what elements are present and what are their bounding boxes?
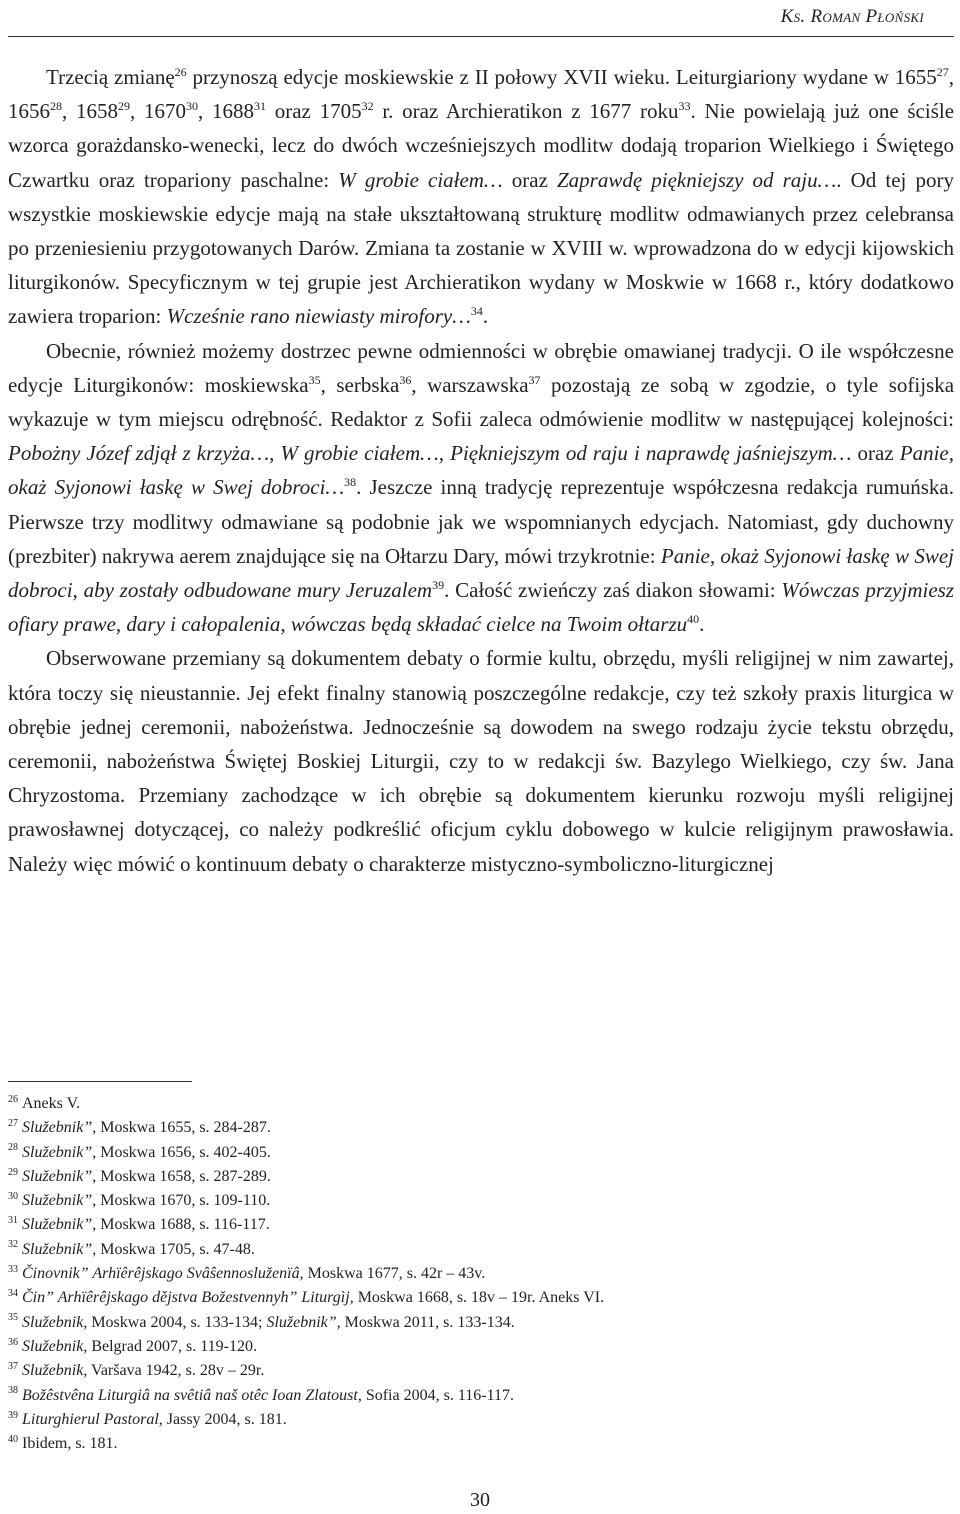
italic-quote: Zaprawdę piękniejszy od raju… xyxy=(557,167,837,192)
text-run: , 1688 xyxy=(198,99,254,124)
footnote-number: 38 xyxy=(8,1385,18,1397)
text-run: , warszawska xyxy=(411,372,529,397)
footnote-title: Služebnik” xyxy=(22,1167,93,1185)
footnote-text: Moskwa 1668, s. 18v – 19r. Aneks VI. xyxy=(353,1289,605,1307)
footnote-text: , Varšava 1942, s. 28v – 29r. xyxy=(83,1362,265,1380)
footnote-38 xyxy=(8,1384,954,1408)
footnote-text: , Moskwa 1655, s. 284-287. xyxy=(92,1119,271,1137)
footnote-text: Aneks V. xyxy=(22,1095,81,1112)
footnote-text: , Moskwa 1705, s. 47-48. xyxy=(92,1240,255,1258)
footnote-33 xyxy=(8,1262,954,1286)
footnote-text: Sofia 2004, s. 116-117. xyxy=(361,1386,514,1404)
footnotes-list xyxy=(8,1092,954,1456)
footnote-40 xyxy=(8,1432,954,1456)
footnote-ref-30[interactable]: 30 xyxy=(186,99,198,114)
footnote-30 xyxy=(8,1189,954,1213)
italic-quote: W grobie ciałem… xyxy=(338,167,503,192)
footnote-31 xyxy=(8,1213,954,1237)
footnote-title: Služebnik” xyxy=(22,1119,93,1137)
footnote-ref-37[interactable]: 37 xyxy=(528,372,541,387)
text-run: r. oraz Archieratikon z 1677 roku xyxy=(373,99,679,124)
footnote-ref-31[interactable]: 31 xyxy=(254,99,266,114)
footnote-title: Služebnik xyxy=(22,1313,84,1331)
footnote-title: Liturghierul Pastoral xyxy=(22,1410,159,1428)
footnote-number: 30 xyxy=(8,1190,18,1202)
footnote-28 xyxy=(8,1141,954,1165)
footnote-32 xyxy=(8,1238,954,1262)
footnote-ref-26[interactable]: 26 xyxy=(174,65,187,79)
footnote-ref-34[interactable]: 34 xyxy=(470,304,483,319)
footnote-ref-40[interactable]: 40 xyxy=(687,612,700,627)
text-run: . Całość zwieńczy zaś diakon słowami: xyxy=(444,578,782,603)
footnote-ref-28[interactable]: 28 xyxy=(50,99,62,114)
text-run: . Nie powielają już one ściśle wzorca gorażdansko-wenecki, lecz do dwóch wcześniejszych modlitw dodają troparion Wielkiego i Świętego Czwartku oraz tropariony paschalne: xyxy=(8,99,955,192)
footnote-ref-29[interactable]: 29 xyxy=(118,99,130,114)
footnote-39 xyxy=(8,1408,954,1432)
text-run: pozostają ze sobą w zgodzie, o tyle sofijska wykazuje w tym miejscu odrębność. Redaktor z Sofii zaleca odmówienie modlitw w następującej kolejności: xyxy=(8,372,955,432)
footnote-number: 33 xyxy=(8,1263,18,1275)
footnote-title: Božêstvêna Liturgiâ na svêtiâ naš otêc Ioan Zlatoust, xyxy=(22,1386,362,1404)
footnote-text: , Moskwa 1658, s. 287-289. xyxy=(92,1167,271,1185)
footnote-ref-32[interactable]: 32 xyxy=(361,99,374,114)
footnote-title: Služebnik” xyxy=(22,1192,93,1210)
footnote-number: 40 xyxy=(8,1433,18,1445)
footnote-text: , Moskwa 2004, s. 133-134; xyxy=(83,1313,267,1331)
footnote-ref-33[interactable]: 33 xyxy=(678,99,691,114)
footnote-title: Služebnik” xyxy=(22,1216,93,1234)
footnote-36 xyxy=(8,1335,954,1359)
footnote-title: Činovnik” Arhïêrêjskago Svâŝennosluženïâ, xyxy=(22,1265,304,1283)
paragraph-1 xyxy=(8,60,954,334)
footnote-number: 28 xyxy=(8,1142,18,1154)
footnote-text: Moskwa 1677, s. 42r – 43v. xyxy=(303,1265,486,1283)
footnote-number: 27 xyxy=(8,1117,18,1129)
footnote-title: Služebnik” xyxy=(22,1240,93,1258)
text-run: Obserwowane przemiany są dokumentem debaty o formie kultu, obrzędu, myśli religijnej w nim zawartej, która toczy się nieustannie. Jej efekt finalny stanowią poszczególne redakcje, czy też szkoły praxis liturgica w obrębie jednej ceremonii, nabożeństwa. Jednocześnie są dowodem na swego rodzaju życie tekstu obrzędu, ceremonii, nabożeństwa Świętej Boskiej Liturgii, czy to w redakcji św. Bazylego Wielkiego, czy św. Jana Chryzostoma. Przemiany zachodzące w ich obrębie są dokumentem kierunku rozwoju myśli religijnej prawosławnej dotyczącej, co należy podkreślić oficjum cyklu dobowego w kulcie religijnym prawosławia. Należy więc mówić o kontinuum debaty o charakterze mistyczno-symboliczno-liturgicznej xyxy=(8,646,954,876)
footnote-ref-35[interactable]: 35 xyxy=(308,372,321,387)
text-run: . Jeszcze inną tradycję reprezentuje współczesna redakcja rumuńska. Pierwsze trzy modlitwy odmawiane są podobnie jak we wspomnianych edycjach. Natomiast, gdy duchowny (prezbiter) nakrywa aerem znajdujące się na Ołtarzu Dary, mówi trzykrotnie: xyxy=(8,475,954,568)
footnote-text: , Moskwa 1688, s. 116-117. xyxy=(92,1216,270,1234)
text-run: . xyxy=(699,612,705,637)
footnote-ref-39[interactable]: 39 xyxy=(432,578,445,593)
footnote-number: 34 xyxy=(8,1288,18,1300)
text-run: , serbska xyxy=(320,372,400,397)
footnote-title-2: Služebnik” xyxy=(266,1313,337,1331)
footnote-ref-38[interactable]: 38 xyxy=(344,475,357,490)
footnote-title: Čin” Arhïêrêjskago dějstva Božestvennyh” Liturgìj, xyxy=(22,1289,354,1307)
footnote-number: 35 xyxy=(8,1312,18,1324)
footnote-27 xyxy=(8,1116,954,1140)
footnote-title: Služebnik xyxy=(22,1337,84,1355)
text-run: oraz 1705 xyxy=(266,99,362,124)
footnote-number: 37 xyxy=(8,1360,18,1372)
main-text xyxy=(8,60,954,881)
text-run: oraz xyxy=(851,441,900,466)
footnote-title: Služebnik” xyxy=(22,1143,93,1161)
italic-quote: Wówczas przyjmiesz ofiary prawe, dary i całopalenia, wówczas będą składać cielce na Twoim ołtarzu xyxy=(8,578,954,637)
footnote-34 xyxy=(8,1286,954,1310)
footnote-text: Ibidem, s. 181. xyxy=(22,1435,118,1453)
italic-quote: Panie, okaż Syjonowi łaskę w Swej dobroci, aby zostały odbudowane mury Jeruzalem xyxy=(8,543,954,603)
paragraph-2 xyxy=(8,334,954,642)
footnote-number: 36 xyxy=(8,1336,18,1348)
footnote-37 xyxy=(8,1359,954,1383)
footnote-ref-27[interactable]: 27 xyxy=(936,65,949,79)
footnote-ref-36[interactable]: 36 xyxy=(399,372,412,387)
text-run: , 1658 xyxy=(62,99,118,124)
text-run: oraz xyxy=(502,167,557,192)
italic-quote: Panie, okaż Syjonowi łaskę w Swej dobroci… xyxy=(8,441,954,500)
footnote-number: 26 xyxy=(8,1093,18,1105)
footnote-35 xyxy=(8,1311,954,1335)
header-divider xyxy=(8,36,954,37)
footnote-29 xyxy=(8,1165,954,1189)
text-run: . xyxy=(482,304,489,329)
footnote-text-2: , Moskwa 2011, s. 133-134. xyxy=(336,1313,515,1331)
footnote-text: , Moskwa 1656, s. 402-405. xyxy=(92,1143,271,1161)
paragraph-3 xyxy=(8,641,954,880)
text-run: . Od tej pory wszystkie moskiewskie edycje mają na stałe ukształtowaną strukturę modlitw odmawianych przez celebransa po przeniesieniu przygotowanych Darów. Zmiana ta zostanie w XVIII w. wprowadzona do w edycji kijowskich liturgikonów. Specyficznym w tej grupie jest Archieratikon wydany w Moskwie w 1668 r., który dodatkowo zawiera troparion: xyxy=(8,167,954,329)
italic-quote: Pobożny Józef zdjął z krzyża…, W grobie ciałem…, Piękniejszym od raju i naprawdę jaśniejszym… xyxy=(8,441,852,466)
footnote-26 xyxy=(8,1092,954,1116)
text-run: Obecnie, również możemy dostrzec pewne odmienności w obrębie omawianej tradycji. O ile współczesne edycje Liturgikonów: moskiewska xyxy=(8,338,954,397)
footnote-number: 32 xyxy=(8,1239,18,1251)
text-run: , 1656 xyxy=(8,65,954,124)
footnote-text: , Jassy 2004, s. 181. xyxy=(158,1410,287,1428)
footnote-number: 39 xyxy=(8,1409,18,1421)
footnote-divider xyxy=(8,1081,192,1082)
footnote-text: , Moskwa 1670, s. 109-110. xyxy=(92,1192,271,1210)
text-run: Trzecią zmianę xyxy=(46,65,175,89)
text-run: , 1670 xyxy=(130,99,186,124)
footnote-number: 31 xyxy=(8,1215,18,1227)
footnote-title: Služebnik xyxy=(22,1362,84,1380)
text-run: przynoszą edycje moskiewskie z II połowy XVII wieku. Leiturgiariony wydane w 1655 xyxy=(186,65,937,89)
footnote-text: , Belgrad 2007, s. 119-120. xyxy=(83,1337,257,1355)
running-header: Ks. Roman Płoński xyxy=(780,6,924,27)
footnote-number: 29 xyxy=(8,1166,18,1178)
page-number: 30 xyxy=(470,1489,490,1511)
italic-quote: Wcześnie rano niewiasty mirofory… xyxy=(166,304,471,329)
